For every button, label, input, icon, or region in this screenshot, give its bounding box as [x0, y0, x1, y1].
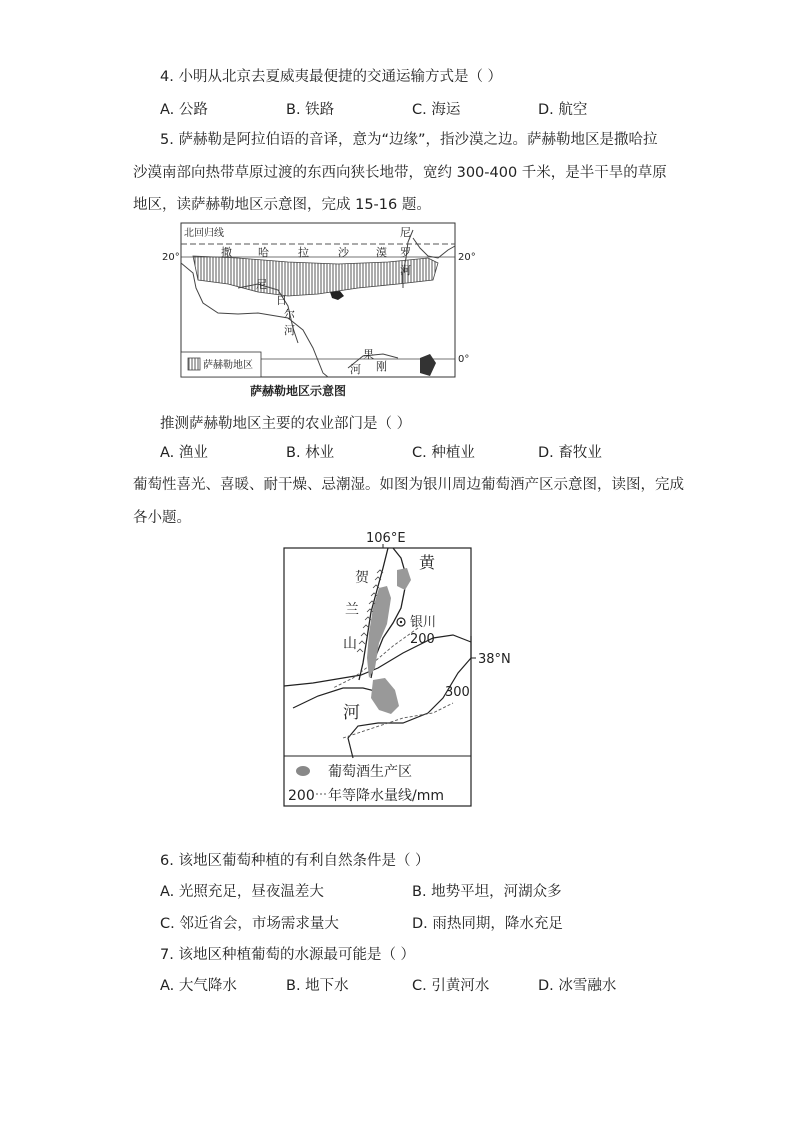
q6-option-c: C. 邻近省会，市场需求量大 [160, 916, 339, 932]
latitude-label: 38°N [478, 652, 511, 667]
svg-text:200: 200 [288, 788, 315, 804]
svg-text:刚: 刚 [376, 360, 387, 373]
q5-option-d: D. 畜牧业 [538, 445, 602, 461]
grape-intro-line1: 葡萄性喜光、喜暖、耐干燥、忌潮湿。如图为银川周边葡萄酒产区示意图，读图，完成 [133, 477, 684, 493]
q6-stem: 6. 该地区葡萄种植的有利自然条件是（ ） [160, 853, 430, 869]
svg-text:兰: 兰 [345, 602, 359, 618]
svg-text:拉: 拉 [298, 246, 309, 259]
q5-option-a: A. 渔业 [160, 445, 208, 461]
q6-option-b: B. 地势平坦，河湖众多 [412, 884, 562, 900]
svg-text:罗: 罗 [400, 246, 411, 259]
svg-text:20°: 20° [162, 252, 180, 263]
legend-hatch-swatch [188, 358, 200, 370]
q5-text-line3: 地区，读萨赫勒地区示意图，完成 15-16 题。 [133, 197, 431, 213]
legend-isohyet-label: 年等降水量线/mm [328, 788, 444, 804]
q7-stem: 7. 该地区种植葡萄的水源最可能是（ ） [160, 947, 416, 963]
legend-wine-label: 葡萄酒生产区 [328, 764, 412, 780]
q4-stem: 4. 小明从北京去夏威夷最便捷的交通运输方式是（ ） [160, 69, 503, 85]
longitude-label: 106°E [366, 531, 406, 546]
q7-option-a: A. 大气降水 [160, 978, 237, 994]
svg-text:河: 河 [284, 324, 295, 337]
svg-text:贺: 贺 [355, 570, 369, 586]
svg-text:尼: 尼 [256, 278, 267, 291]
sahel-map [158, 218, 478, 403]
legend-wine-swatch [296, 766, 310, 776]
svg-text:尔: 尔 [284, 308, 295, 321]
svg-text:河: 河 [400, 264, 411, 277]
svg-text:沙: 沙 [338, 246, 349, 259]
q4-option-a: A. 公路 [160, 102, 208, 118]
svg-text:河: 河 [343, 703, 360, 723]
map-caption: 萨赫勒地区示意图 [250, 384, 347, 398]
q6-option-a: A. 光照充足，昼夜温差大 [160, 884, 324, 900]
svg-text:200: 200 [410, 632, 435, 647]
city-label: 银川 [410, 615, 437, 630]
tropic-label: 北回归线 [184, 228, 224, 239]
svg-text:哈: 哈 [258, 246, 269, 259]
svg-text:20°: 20° [458, 252, 476, 263]
q5-option-b: B. 林业 [286, 445, 335, 461]
svg-text:山: 山 [343, 636, 357, 652]
q4-option-b: B. 铁路 [286, 102, 335, 118]
svg-text:河: 河 [350, 363, 361, 376]
svg-text:黄: 黄 [419, 553, 436, 572]
svg-text:300: 300 [445, 685, 470, 700]
yinchuan-map [283, 528, 523, 810]
svg-text:漠: 漠 [376, 246, 387, 259]
q5-text-line1: 5. 萨赫勒是阿拉伯语的音译，意为“边缘”，指沙漠之边。萨赫勒地区是撒哈拉 [160, 132, 658, 148]
q5-text-line2: 沙漠南部向热带草原过渡的东西向狭长地带，宽约 300-400 千米，是半干旱的草原 [133, 165, 667, 181]
svg-text:尼: 尼 [400, 226, 411, 239]
q4-option-d: D. 航空 [538, 102, 588, 118]
grape-intro-line2: 各小题。 [133, 510, 191, 526]
svg-text:撒: 撒 [221, 246, 232, 259]
q5-option-c: C. 种植业 [412, 445, 475, 461]
svg-text:日: 日 [276, 294, 287, 307]
q7-option-b: B. 地下水 [286, 978, 349, 994]
q7-option-c: C. 引黄河水 [412, 978, 490, 994]
q6-option-d: D. 雨热同期，降水充足 [412, 916, 563, 932]
q4-option-c: C. 海运 [412, 102, 461, 118]
q7-option-d: D. 冰雪融水 [538, 978, 617, 994]
svg-text:0°: 0° [458, 354, 470, 365]
q5-question: 推测萨赫勒地区主要的农业部门是（ ） [160, 416, 412, 432]
legend-label: 萨赫勒地区 [203, 360, 253, 371]
svg-text:果: 果 [363, 348, 374, 361]
